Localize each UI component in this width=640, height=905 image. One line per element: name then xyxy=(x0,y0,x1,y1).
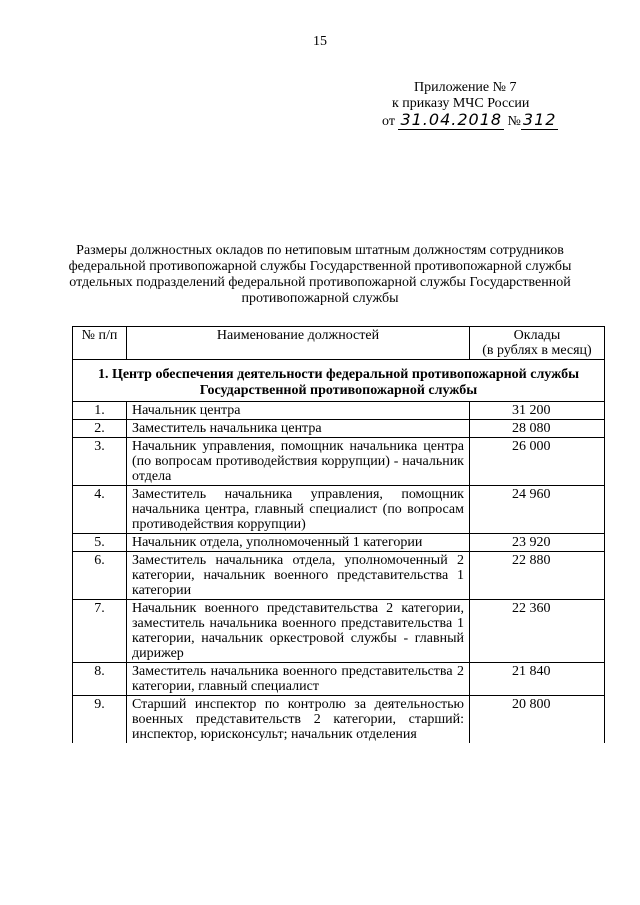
table-row xyxy=(73,663,605,696)
header-name: Наименование должностей xyxy=(127,327,470,360)
salary-value: 23 920 xyxy=(470,534,605,552)
salary-value: 31 200 xyxy=(470,402,605,420)
position-name: Начальник центра xyxy=(127,402,470,420)
position-name: Начальник военного представительства 2 категории, заместитель начальника военного представительства 1 категории, начальник оркестровой службы - главный дирижер xyxy=(127,600,470,663)
header-salary-line2: (в рублях в месяц) xyxy=(482,343,592,358)
section-title: 1. Центр обеспечения деятельности федеральной противопожарной службы Государственной противопожарной службы xyxy=(73,360,605,402)
row-number: 8. xyxy=(73,663,127,696)
header-salary-line1: Оклады xyxy=(513,328,561,343)
table-row xyxy=(73,552,605,600)
header-num: № п/п xyxy=(73,327,127,360)
table-row xyxy=(73,486,605,534)
salary-value: 21 840 xyxy=(470,663,605,696)
row-number: 5. xyxy=(73,534,127,552)
table-row xyxy=(73,420,605,438)
position-name: Старший инспектор по контролю за деятельностью военных представительств 2 категории, старший: инспектор, юрисконсульт; начальник отделения xyxy=(127,696,470,744)
page-number: 15 xyxy=(313,34,327,49)
salary-value: 24 960 xyxy=(470,486,605,534)
date-from-label: от xyxy=(382,114,395,129)
salary-value: 22 880 xyxy=(470,552,605,600)
header-salary xyxy=(470,327,605,360)
document-title: Размеры должностных окладов по нетиповым штатным должностям сотрудников федеральной противопожарной службы Государственной противопожарной службы отдельных подразделений федеральной противопожарной службы Государственной противопожарной службы xyxy=(68,243,572,306)
appendix-order-ref: к приказу МЧС России xyxy=(392,96,530,111)
salary-value: 20 800 xyxy=(470,696,605,744)
salary-value: 26 000 xyxy=(470,438,605,486)
row-number: 6. xyxy=(73,552,127,600)
table-row xyxy=(73,600,605,663)
salary-value: 22 360 xyxy=(470,600,605,663)
handwritten-date: 31.04.2018 xyxy=(400,110,503,129)
table-header-row xyxy=(73,327,605,360)
position-name: Заместитель начальника центра xyxy=(127,420,470,438)
handwritten-order-number: 312 xyxy=(522,110,557,129)
row-number: 7. xyxy=(73,600,127,663)
table-row xyxy=(73,438,605,486)
appendix-header xyxy=(382,80,582,130)
row-number: 1. xyxy=(73,402,127,420)
row-number: 4. xyxy=(73,486,127,534)
order-number-label: № xyxy=(507,114,521,129)
position-name: Заместитель начальника отдела, уполномоченный 2 категории, начальник военного представительства 1 категории xyxy=(127,552,470,600)
row-number: 3. xyxy=(73,438,127,486)
table-row xyxy=(73,696,605,744)
position-name: Заместитель начальника военного представительства 2 категории, главный специалист xyxy=(127,663,470,696)
row-number: 9. xyxy=(73,696,127,744)
salary-value: 28 080 xyxy=(470,420,605,438)
salary-table xyxy=(72,326,605,743)
appendix-date-line xyxy=(382,112,582,130)
position-name: Начальник управления, помощник начальника центра (по вопросам противодействия коррупции) - начальник отдела xyxy=(127,438,470,486)
table-row xyxy=(73,534,605,552)
appendix-title: Приложение № 7 xyxy=(414,80,517,95)
table-row xyxy=(73,402,605,420)
position-name: Начальник отдела, уполномоченный 1 категории xyxy=(127,534,470,552)
section-row xyxy=(73,360,605,402)
row-number: 2. xyxy=(73,420,127,438)
position-name: Заместитель начальника управления, помощник начальника центра, главный специалист (по вопросам противодействия коррупции) xyxy=(127,486,470,534)
